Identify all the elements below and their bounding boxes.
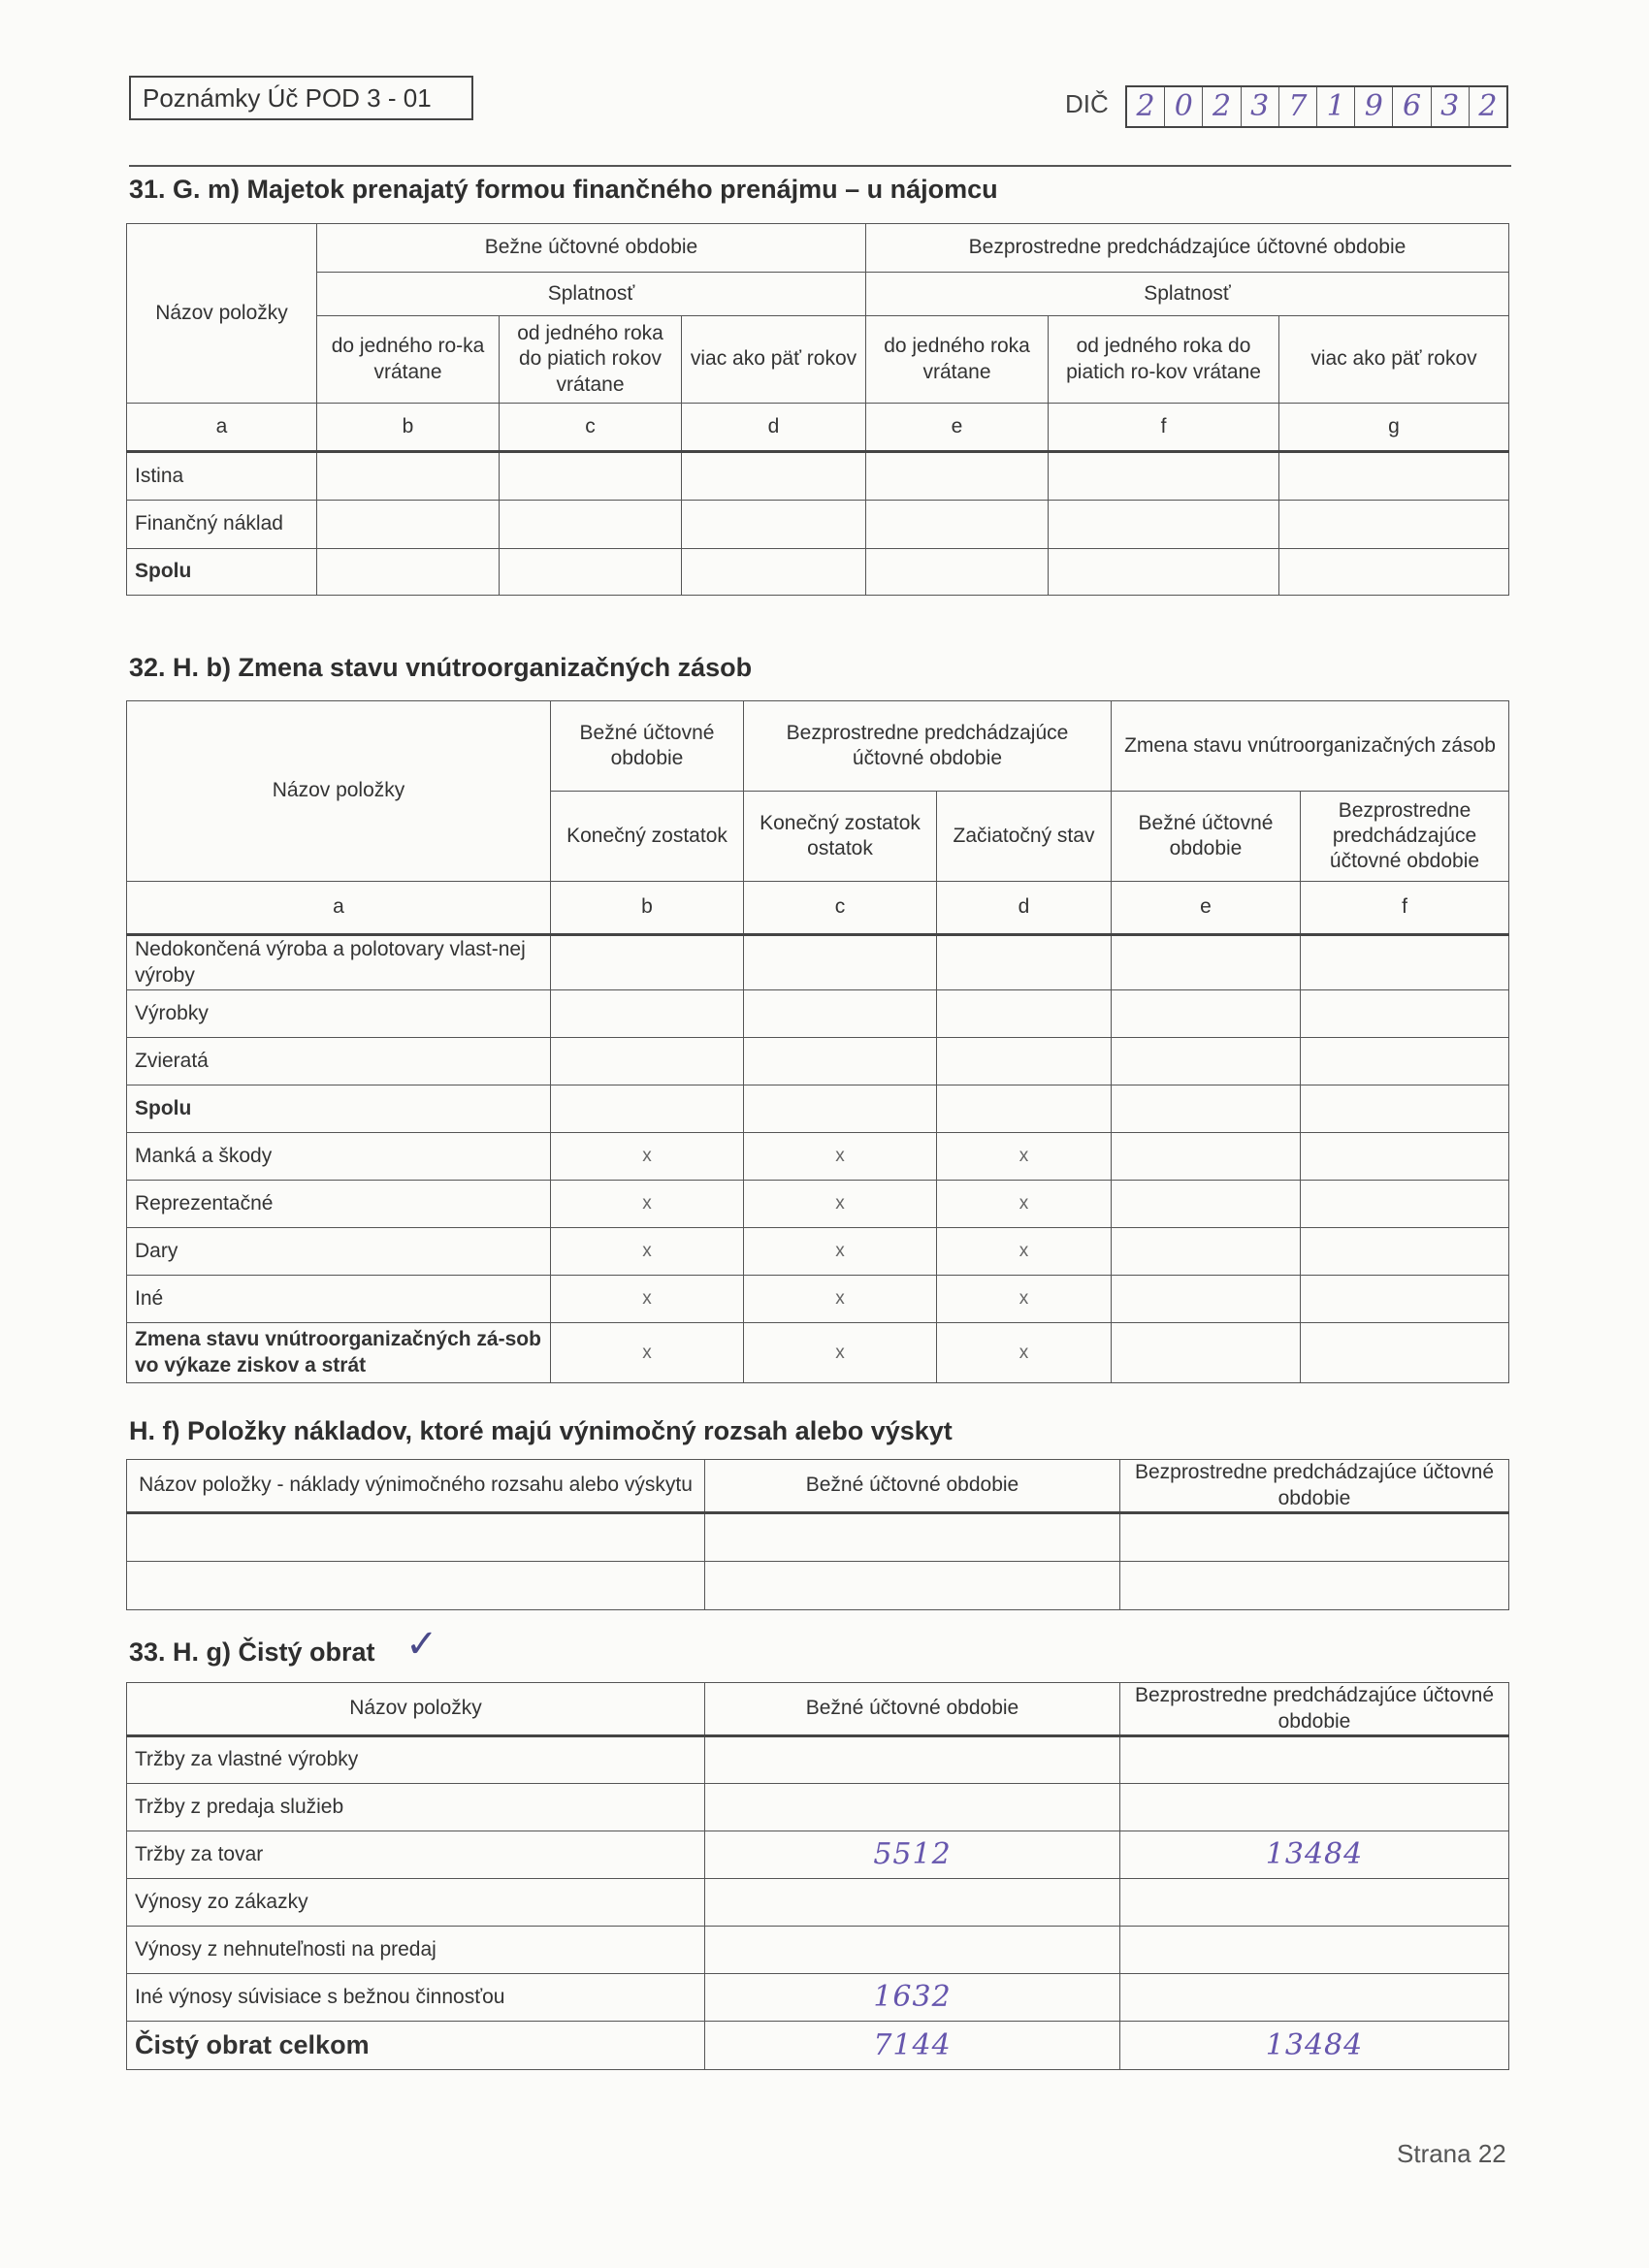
entry-cell[interactable] — [1301, 1228, 1509, 1276]
col-header-name: Názov položky — [127, 701, 551, 882]
entry-cell[interactable] — [705, 1513, 1120, 1562]
x-mark: x — [937, 1133, 1112, 1181]
col-header-current: Bežne účtovné obdobie — [317, 224, 866, 273]
maturity-header: Splatnosť — [317, 273, 866, 316]
table-row — [127, 1323, 1509, 1383]
entry-cell[interactable] — [1301, 1085, 1509, 1133]
total-previous-value[interactable]: 13484 — [1120, 2022, 1509, 2070]
entry-cell[interactable] — [1112, 1276, 1301, 1323]
maturity-col: od jedného roka do piatich ro-kov vrátane — [1049, 316, 1279, 404]
entry-cell[interactable] — [866, 501, 1049, 549]
row-label: Tržby za tovar — [127, 1831, 705, 1879]
entry-cell[interactable] — [1301, 1323, 1509, 1383]
table-row — [127, 1133, 1509, 1181]
entry-cell[interactable] — [937, 935, 1112, 990]
col-change-previous: Bezprostredne predchádzajúce účtovné obdobie — [1301, 792, 1509, 882]
previous-value[interactable]: 13484 — [1120, 1831, 1509, 1879]
x-mark: x — [551, 1228, 744, 1276]
table-row — [127, 1784, 1509, 1831]
dic-digit: 3 — [1242, 87, 1279, 126]
col-end-balance: Konečný zostatok — [551, 792, 744, 882]
section-31-title: 31. G. m) Majetok prenajatý formou finančného prenájmu – u nájomcu — [129, 175, 998, 204]
form-label: Poznámky Úč POD 3 - 01 — [129, 76, 473, 120]
x-mark: x — [744, 1228, 937, 1276]
maturity-col: viac ako päť rokov — [1279, 316, 1509, 404]
table-row — [127, 935, 1509, 990]
col-header-previous: Bezprostredne predchádzajúce účtovné obdobie — [744, 701, 1112, 792]
col-letter: c — [500, 404, 682, 452]
entry-cell[interactable] — [1112, 1133, 1301, 1181]
row-label: Zmena stavu vnútroorganizačných zá-sob vo výkaze ziskov a strát — [127, 1323, 551, 1383]
dic-digit: 0 — [1165, 87, 1203, 126]
x-mark: x — [551, 1133, 744, 1181]
entry-cell[interactable] — [1112, 1228, 1301, 1276]
maturity-col: viac ako päť rokov — [682, 316, 866, 404]
dic-digit: 9 — [1355, 87, 1393, 126]
entry-cell[interactable] — [682, 501, 866, 549]
row-label: Tržby z predaja služieb — [127, 1784, 705, 1831]
row-label: Dary — [127, 1228, 551, 1276]
col-letter: c — [744, 882, 937, 935]
dic-digit: 1 — [1317, 87, 1355, 126]
row-label: Iné — [127, 1276, 551, 1323]
table-row — [127, 1513, 1509, 1562]
entry-cell[interactable] — [1301, 1276, 1509, 1323]
entry-cell[interactable] — [1112, 1323, 1301, 1383]
current-value[interactable] — [705, 1879, 1120, 1927]
x-mark: x — [551, 1181, 744, 1228]
current-value[interactable] — [705, 1784, 1120, 1831]
x-mark: x — [551, 1276, 744, 1323]
entry-cell[interactable] — [1301, 990, 1509, 1038]
current-value[interactable] — [705, 1927, 1120, 1974]
table-row — [127, 1562, 1509, 1610]
x-mark: x — [744, 1323, 937, 1383]
current-value[interactable]: 1632 — [705, 1974, 1120, 2022]
dic-digit: 7 — [1279, 87, 1317, 126]
row-label: Výnosy zo zákazky — [127, 1879, 705, 1927]
entry-cell[interactable] — [1120, 1513, 1509, 1562]
page-number: Strana 22 — [1397, 2139, 1506, 2168]
row-label: Spolu — [127, 1085, 551, 1133]
entry-cell[interactable] — [1301, 935, 1509, 990]
total-row — [127, 2022, 1509, 2070]
section-33-table — [126, 1682, 1509, 2070]
section-31-table — [126, 223, 1509, 596]
table-row — [127, 452, 1509, 501]
col-letter: e — [866, 404, 1049, 452]
row-label: Výnosy z nehnuteľnosti na predaj — [127, 1927, 705, 1974]
entry-cell[interactable] — [937, 1085, 1112, 1133]
dic-field — [1125, 85, 1508, 128]
col-letter: d — [937, 882, 1112, 935]
table-row — [127, 1974, 1509, 2022]
col-letter: f — [1049, 404, 1279, 452]
check-mark-icon: ✓ — [405, 1622, 438, 1667]
previous-value[interactable] — [1120, 1736, 1509, 1784]
section-32-title: 32. H. b) Zmena stavu vnútroorganizačných zásob — [129, 653, 753, 682]
col-letter: f — [1301, 882, 1509, 935]
table-row — [127, 1228, 1509, 1276]
entry-cell[interactable] — [1049, 501, 1279, 549]
table-row — [127, 1038, 1509, 1085]
entry-cell[interactable] — [866, 452, 1049, 501]
col-header-name: Názov položky — [127, 1683, 705, 1736]
entry-cell[interactable] — [1301, 1038, 1509, 1085]
col-start-balance: Začiatočný stav — [937, 792, 1112, 882]
entry-cell[interactable] — [1279, 501, 1509, 549]
maturity-col: do jedného ro-ka vrátane — [317, 316, 500, 404]
current-value[interactable]: 5512 — [705, 1831, 1120, 1879]
col-letter: a — [127, 882, 551, 935]
col-letter: b — [317, 404, 500, 452]
total-current-value[interactable]: 7144 — [705, 2022, 1120, 2070]
col-header-change: Zmena stavu vnútroorganizačných zásob — [1112, 701, 1509, 792]
col-header-previous: Bezprostredne predchádzajúce účtovné obdobie — [1120, 1460, 1509, 1513]
entry-cell[interactable] — [1112, 1181, 1301, 1228]
table-row — [127, 1879, 1509, 1927]
section-33-title: 33. H. g) Čistý obrat — [129, 1637, 375, 1667]
table-row — [127, 1085, 1509, 1133]
col-letter: b — [551, 882, 744, 935]
x-mark: x — [937, 1276, 1112, 1323]
entry-cell[interactable] — [1279, 549, 1509, 596]
dic-digit: 3 — [1432, 87, 1470, 126]
row-label: Iné výnosy súvisiace s bežnou činnosťou — [127, 1974, 705, 2022]
maturity-col: od jedného roka do piatich rokov vrátane — [500, 316, 682, 404]
entry-cell[interactable] — [551, 1085, 744, 1133]
maturity-col: do jedného roka vrátane — [866, 316, 1049, 404]
row-label: Istina — [127, 452, 317, 501]
entry-cell[interactable] — [127, 1562, 705, 1610]
entry-cell[interactable] — [744, 1085, 937, 1133]
row-label: Tržby za vlastné výrobky — [127, 1736, 705, 1784]
previous-value[interactable] — [1120, 1784, 1509, 1831]
previous-value[interactable] — [1120, 1927, 1509, 1974]
col-letter: g — [1279, 404, 1509, 452]
previous-value[interactable] — [1120, 1974, 1509, 2022]
x-mark: x — [937, 1228, 1112, 1276]
col-header-previous: Bezprostredne predchádzajúce účtovné obdobie — [866, 224, 1509, 273]
entry-cell[interactable] — [500, 501, 682, 549]
x-mark: x — [937, 1181, 1112, 1228]
section-hf-title: H. f) Položky nákladov, ktoré majú výnimočný rozsah alebo výskyt — [129, 1416, 953, 1445]
entry-cell[interactable] — [705, 1562, 1120, 1610]
entry-cell[interactable] — [682, 549, 866, 596]
section-32-table — [126, 700, 1509, 1383]
entry-cell[interactable] — [1112, 935, 1301, 990]
table-row — [127, 1276, 1509, 1323]
col-change-current: Bežné účtovné obdobie — [1112, 792, 1301, 882]
table-row — [127, 990, 1509, 1038]
row-label: Reprezentačné — [127, 1181, 551, 1228]
row-label: Nedokončená výroba a polotovary vlast-nej výroby — [127, 935, 551, 990]
x-mark: x — [744, 1276, 937, 1323]
x-mark: x — [744, 1181, 937, 1228]
entry-cell[interactable] — [500, 549, 682, 596]
col-header-name: Názov položky - náklady výnimočného rozsahu alebo výskytu — [127, 1460, 705, 1513]
entry-cell[interactable] — [744, 935, 937, 990]
dic-digit: 2 — [1127, 87, 1165, 126]
table-row — [127, 501, 1509, 549]
col-header-current: Bežné účtovné obdobie — [705, 1683, 1120, 1736]
entry-cell[interactable] — [1112, 1085, 1301, 1133]
table-row — [127, 549, 1509, 596]
entry-cell[interactable] — [551, 1038, 744, 1085]
entry-cell[interactable] — [1112, 1038, 1301, 1085]
entry-cell[interactable] — [866, 549, 1049, 596]
col-header-current: Bežné účtovné obdobie — [705, 1460, 1120, 1513]
row-label: Manká a škody — [127, 1133, 551, 1181]
entry-cell[interactable] — [1049, 452, 1279, 501]
col-end-balance-prev: Konečný zostatok ostatok — [744, 792, 937, 882]
entry-cell[interactable] — [744, 1038, 937, 1085]
header-rule — [129, 165, 1511, 167]
entry-cell[interactable] — [1112, 990, 1301, 1038]
entry-cell[interactable] — [1279, 452, 1509, 501]
row-label: Výrobky — [127, 990, 551, 1038]
x-mark: x — [551, 1323, 744, 1383]
entry-cell[interactable] — [317, 452, 500, 501]
entry-cell[interactable] — [1301, 1133, 1509, 1181]
maturity-header: Splatnosť — [866, 273, 1509, 316]
entry-cell[interactable] — [1120, 1562, 1509, 1610]
table-row — [127, 1927, 1509, 1974]
x-mark: x — [937, 1323, 1112, 1383]
section-hf-table — [126, 1459, 1509, 1610]
entry-cell[interactable] — [317, 549, 500, 596]
col-letter: a — [127, 404, 317, 452]
entry-cell[interactable] — [744, 990, 937, 1038]
dic-label: DIČ — [1065, 89, 1109, 118]
col-letter: d — [682, 404, 866, 452]
entry-cell[interactable] — [127, 1513, 705, 1562]
table-row — [127, 1831, 1509, 1879]
table-row — [127, 1736, 1509, 1784]
row-label: Zvieratá — [127, 1038, 551, 1085]
entry-cell[interactable] — [1049, 549, 1279, 596]
entry-cell[interactable] — [551, 935, 744, 990]
dic-digit: 2 — [1478, 89, 1498, 123]
dic-digit: 6 — [1393, 87, 1431, 126]
entry-cell[interactable] — [682, 452, 866, 501]
entry-cell[interactable] — [551, 990, 744, 1038]
col-header-name: Názov položky — [127, 224, 317, 404]
entry-cell[interactable] — [317, 501, 500, 549]
row-label: Spolu — [127, 549, 317, 596]
previous-value[interactable] — [1120, 1879, 1509, 1927]
entry-cell[interactable] — [937, 1038, 1112, 1085]
dic-digit: 2 — [1203, 87, 1241, 126]
row-label: Finančný náklad — [127, 501, 317, 549]
col-header-current: Bežné účtovné obdobie — [551, 701, 744, 792]
entry-cell[interactable] — [500, 452, 682, 501]
table-row — [127, 1181, 1509, 1228]
entry-cell[interactable] — [937, 990, 1112, 1038]
current-value[interactable] — [705, 1736, 1120, 1784]
entry-cell[interactable] — [1301, 1181, 1509, 1228]
col-header-previous: Bezprostredne predchádzajúce účtovné obdobie — [1120, 1683, 1509, 1736]
total-label: Čistý obrat celkom — [127, 2022, 705, 2070]
x-mark: x — [744, 1133, 937, 1181]
col-letter: e — [1112, 882, 1301, 935]
